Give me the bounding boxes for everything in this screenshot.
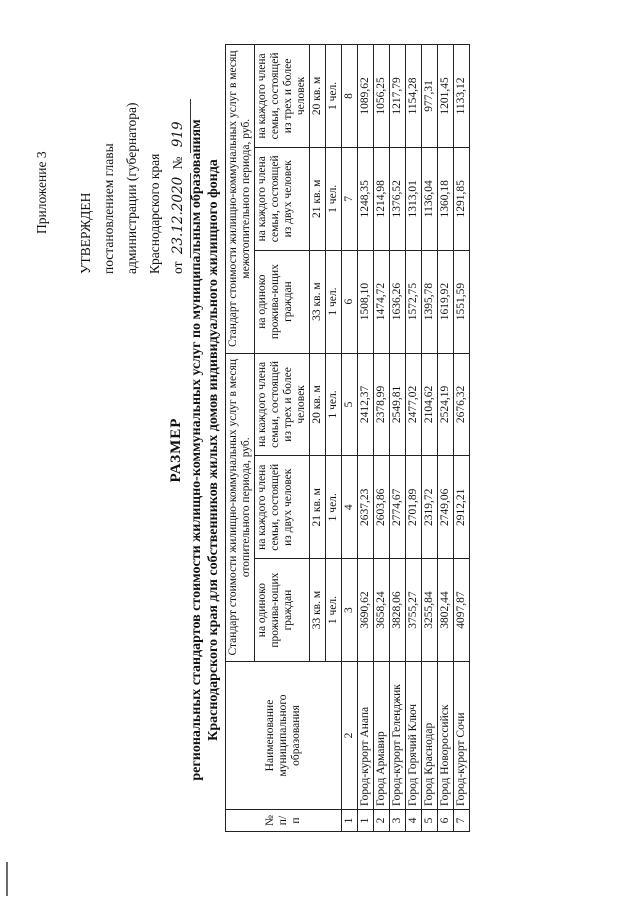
header-persons: 1 чел. [326, 147, 342, 250]
table-row [358, 45, 374, 832]
table-cell: 1201,45 [438, 45, 454, 148]
table-row [390, 45, 406, 832]
table-cell: 2637,23 [358, 456, 374, 559]
header-persons: 1 чел. [326, 559, 342, 662]
row-number: 2 [374, 810, 390, 832]
column-number: 5 [342, 353, 358, 456]
table-cell: 3658,24 [374, 559, 390, 662]
table-cell: 1619,92 [438, 250, 454, 353]
title-line-1: РАЗМЕР [168, 417, 184, 483]
table-cell: 3755,27 [406, 559, 422, 662]
table-cell: 2104,62 [422, 353, 438, 456]
table-cell: 2378,99 [374, 353, 390, 456]
table-cell: 2912,21 [454, 456, 470, 559]
municipality-name: Город-курорт Сочи [454, 662, 470, 810]
table-cell: 2319,72 [422, 456, 438, 559]
row-number: 6 [438, 810, 454, 832]
table-cell: 3802,44 [438, 559, 454, 662]
table-row [438, 45, 454, 832]
header-sub: на одиноко прожива-ющих граждан [255, 250, 310, 353]
header-area: 21 кв. м [310, 147, 326, 250]
title-line-3: Краснодарского края для собственников жилых домов индивидуального жилищного фонда [206, 159, 221, 741]
header-area: 33 кв. м [310, 250, 326, 353]
table-cell: 2676,32 [454, 353, 470, 456]
row-number: 3 [390, 810, 406, 832]
rotated-document-page [20, 30, 620, 870]
table-cell: 1214,98 [374, 147, 390, 250]
column-number: 4 [342, 456, 358, 559]
header-persons: 1 чел. [326, 45, 342, 148]
column-number: 7 [342, 147, 358, 250]
scan-margin-mark [6, 862, 8, 896]
table-cell: 1089,62 [358, 45, 374, 148]
document-title [164, 30, 222, 870]
municipality-name: Город-курорт Геленджик [390, 662, 406, 810]
header-heating-period: Стандарт стоимости жилищно-коммунальных услуг в месяц отопительного периода, руб. [226, 353, 255, 661]
approval-line-1: постановлением главы [101, 143, 116, 274]
header-persons: 1 чел. [326, 353, 342, 456]
table-cell: 3255,84 [422, 559, 438, 662]
table-cell: 2477,02 [406, 353, 422, 456]
approval-line-2: администрации (губернатора) [124, 102, 139, 274]
municipality-name: Город Краснодар [422, 662, 438, 810]
column-number: 6 [342, 250, 358, 353]
table-cell: 1291,85 [454, 147, 470, 250]
header-number: № п/п [226, 810, 342, 832]
table-cell: 4097,87 [454, 559, 470, 662]
header-area: 20 кв. м [310, 353, 326, 456]
table-cell: 2549,81 [390, 353, 406, 456]
number-sign: № [170, 156, 185, 170]
row-number: 1 [358, 810, 374, 832]
standards-table [225, 44, 470, 832]
table-cell: 1133,12 [454, 45, 470, 148]
column-number: 8 [342, 45, 358, 148]
header-row-groups [226, 45, 255, 832]
header-column-numbers [342, 45, 358, 832]
approval-line-3: Краснодарского края [147, 153, 162, 274]
column-number: 2 [342, 662, 358, 810]
table-cell: 1056,25 [374, 45, 390, 148]
table-cell: 1313,01 [406, 147, 422, 250]
table-cell: 3690,62 [358, 559, 374, 662]
row-number: 5 [422, 810, 438, 832]
header-area: 21 кв. м [310, 456, 326, 559]
table-row [454, 45, 470, 832]
table-row [422, 45, 438, 832]
table-cell: 2524,19 [438, 353, 454, 456]
date-prefix: от [170, 261, 185, 274]
table-cell: 1395,78 [422, 250, 438, 353]
title-line-2: региональных стандартов стоимости жилищно-коммунальных услуг по муниципальным образованиям [189, 119, 204, 781]
municipality-name: Город-курорт Анапа [358, 662, 374, 810]
table-cell: 2749,06 [438, 456, 454, 559]
table-cell: 2412,37 [358, 353, 374, 456]
table-cell: 2701,89 [406, 456, 422, 559]
header-sub: на каждого члена семьи, состоящей из трех и более человек [255, 45, 310, 148]
table-cell: 1572,75 [406, 250, 422, 353]
table-cell: 2603,86 [374, 456, 390, 559]
table-cell: 1360,18 [438, 147, 454, 250]
header-persons: 1 чел. [326, 250, 342, 353]
column-number: 3 [342, 559, 358, 662]
header-area: 33 кв. м [310, 559, 326, 662]
table-cell: 1154,28 [406, 45, 422, 148]
header-sub: на каждого члена семьи, состоящей из двух человек [255, 456, 310, 559]
row-number: 4 [406, 810, 422, 832]
table-cell: 977,31 [422, 45, 438, 148]
table-cell: 2774,67 [390, 456, 406, 559]
table-row [374, 45, 390, 832]
header-name: Наименование муниципального образования [226, 662, 342, 810]
header-sub: на каждого члена семьи, состоящей из трех и более человек [255, 353, 310, 456]
municipality-name: Город Армавир [374, 662, 390, 810]
approval-stamp: УТВЕРЖДЕН [78, 192, 93, 274]
handwritten-date: 23.12.2020 [167, 173, 191, 258]
handwritten-number: 919 [167, 99, 191, 153]
table-cell: 3828,06 [390, 559, 406, 662]
header-area: 20 кв. м [310, 45, 326, 148]
table-cell: 1217,79 [390, 45, 406, 148]
column-number: 1 [342, 810, 358, 832]
table-cell: 1508,10 [358, 250, 374, 353]
header-sub: на каждого члена семьи, состоящей из двух человек [255, 147, 310, 250]
table-cell: 1636,26 [390, 250, 406, 353]
row-number: 7 [454, 810, 470, 832]
table-cell: 1376,52 [390, 147, 406, 250]
table-cell: 1551,59 [454, 250, 470, 353]
header-sub: на одиноко прожива-ющих граждан [255, 559, 310, 662]
table-cell: 1248,35 [358, 147, 374, 250]
header-non-heating-period: Стандарт стоимости жилищно-коммунальных услуг в месяц межотопительного периода, руб. [226, 45, 255, 354]
table-cell: 1474,72 [374, 250, 390, 353]
table-cell: 1136,04 [422, 147, 438, 250]
header-persons: 1 чел. [326, 456, 342, 559]
municipality-name: Город Новороссийск [438, 662, 454, 810]
municipality-name: Город Горячий Ключ [406, 662, 422, 810]
appendix-label: Приложение 3 [34, 151, 49, 234]
table-row [406, 45, 422, 832]
